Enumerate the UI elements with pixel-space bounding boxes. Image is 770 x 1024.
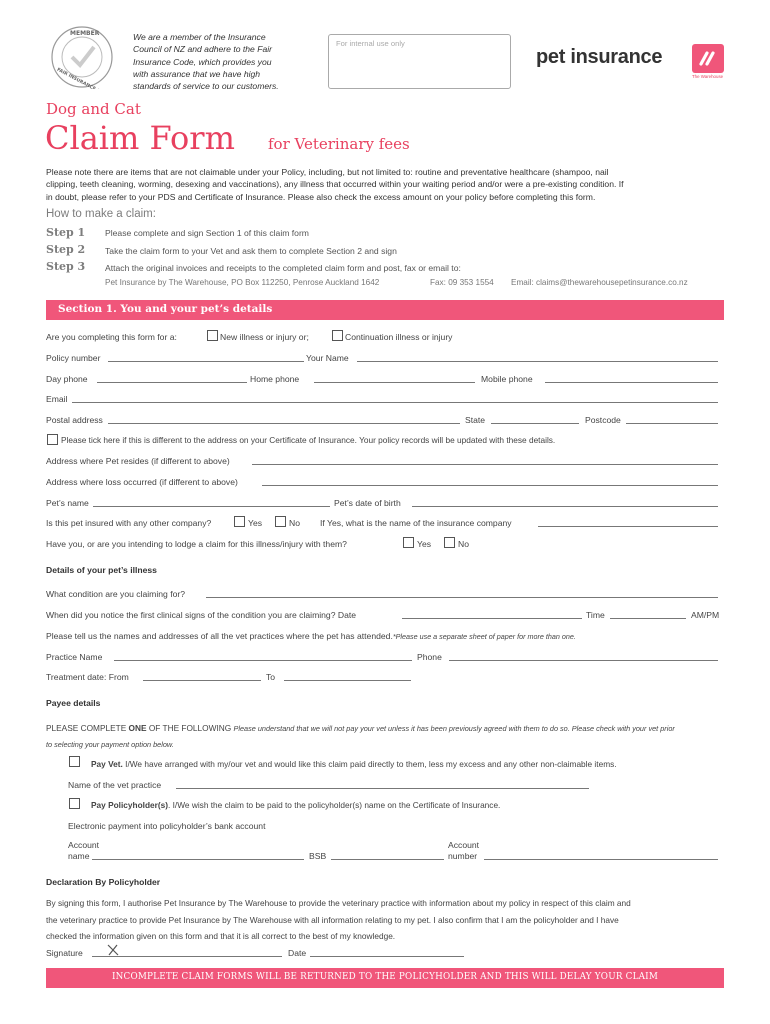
pay-vet-checkbox[interactable] — [69, 756, 80, 767]
intro-line: clipping, teeth cleaning, worming, desexing and vaccinations), any illness that occurred within your waiting period and/or were a pre-existing condition. If — [46, 179, 624, 190]
practice-name-field[interactable] — [114, 660, 412, 661]
declaration-heading: Declaration By Policyholder — [46, 877, 161, 887]
email-label: Email — [46, 394, 68, 404]
account-name-label-2: name — [68, 851, 90, 861]
vet-practice-name-label: Name of the vet practice — [68, 780, 162, 790]
time-field[interactable] — [610, 618, 686, 619]
postcode-label: Postcode — [585, 415, 621, 425]
address-different-label: Please tick here if this is different to the address on your Certificate of Insurance. Your policy records will be updated with these details. — [61, 435, 556, 445]
form-subtitle: Dog and Cat — [46, 100, 141, 118]
footer-banner-text: INCOMPLETE CLAIM FORMS WILL BE RETURNED TO THE POLICYHOLDER AND THIS WILL DELAY YOUR CLAIM — [111, 972, 659, 982]
postal-address-label: Postal address — [46, 415, 103, 425]
payee-note: Please understand that we will not pay your vet unless it has been previously agreed with them to do so. Please check with your vet prior — [233, 724, 675, 733]
policy-number-field[interactable] — [108, 361, 304, 362]
pet-resides-label: Address where Pet resides (if different to above) — [46, 456, 230, 466]
vet-practices-text: Please tell us the names and addresses of all the vet practices where the pet has attended. — [46, 631, 393, 641]
lodge-claim-yes-checkbox[interactable] — [403, 537, 414, 548]
payee-complete-one: ONE — [128, 723, 147, 733]
postcode-field[interactable] — [626, 423, 718, 424]
time-label: Time — [586, 610, 605, 620]
declaration-text — [46, 895, 631, 945]
pay-policyholder-text: . I/We wish the claim to be paid to the policyholder(s) name on the Certificate of Insurance. — [168, 800, 501, 810]
claim-fax: Fax: 09 353 1554 — [430, 278, 494, 287]
other-company-yes-checkbox[interactable] — [234, 516, 245, 527]
intro-paragraph — [46, 166, 730, 203]
treatment-to-label: To — [266, 672, 276, 682]
first-signs-label: When did you notice the first clinical signs of the condition you are claiming? Date — [46, 610, 357, 620]
claim-address: Pet Insurance by The Warehouse, PO Box 112250, Penrose Auckland 1642 — [105, 278, 380, 287]
account-number-label-1: Account — [448, 840, 480, 850]
internal-use-box[interactable] — [328, 34, 511, 89]
account-name-field[interactable] — [92, 859, 304, 860]
pet-resides-field[interactable] — [252, 464, 718, 465]
brand-name: pet insurance — [536, 46, 663, 68]
how-to-heading: How to make a claim: — [46, 208, 156, 220]
state-field[interactable] — [491, 423, 579, 424]
illness-heading: Details of your pet’s illness — [46, 565, 157, 575]
member-line: Council of NZ and adhere to the Fair — [133, 44, 273, 55]
signature-cross-icon — [106, 944, 120, 956]
postal-address-field[interactable] — [108, 423, 460, 424]
declaration-line: the veterinary practice to provide Pet Insurance by The Warehouse with all information relating to my pet. I also confirm that I am the policyholder and I have — [46, 914, 619, 925]
seal-code-text: FAIR INSURANCE CODE — [55, 67, 111, 89]
payee-instruction — [46, 723, 675, 734]
other-company-yes-label: Yes — [248, 518, 263, 528]
declaration-line: checked the information given on this form and that it is all correct to the best of my knowledge. — [46, 931, 396, 941]
account-name-label-1: Account — [68, 840, 100, 850]
account-number-field[interactable] — [484, 859, 718, 860]
pets-name-label: Pet’s name — [46, 498, 89, 508]
member-line: Insurance Code, which provides you — [133, 56, 272, 67]
step-2-text: Take the claim form to your Vet and ask them to complete Section 2 and sign — [105, 246, 397, 256]
other-company-label: Is this pet insured with any other company? — [46, 518, 212, 528]
intro-line: Please note there are items that are not claimable under your Policy, including, but not limited to: routine and preventative healthcare (shampoo, nail — [46, 167, 609, 177]
step-1-text: Please complete and sign Section 1 of this claim form — [105, 228, 309, 238]
mobile-phone-label: Mobile phone — [481, 374, 533, 384]
account-number-label-2: number — [448, 851, 478, 861]
separate-sheet-note: *Please use a separate sheet of paper for more than one. — [392, 632, 576, 641]
lodge-claim-label: Have you, or are you intending to lodge a claim for this illness/injury with them? — [46, 539, 347, 549]
your-name-label: Your Name — [306, 353, 349, 363]
treatment-from-label: Treatment date: From — [46, 672, 129, 682]
intro-line: in doubt, please refer to your PDS and Certificate of Insurance. Please also check the excess amount on your policy before completing this form. — [46, 191, 596, 202]
loss-occurred-field[interactable] — [262, 485, 718, 486]
payee-heading: Payee details — [46, 698, 101, 708]
pay-vet-row — [91, 759, 617, 770]
vet-practice-name-field[interactable] — [176, 788, 589, 789]
footer-banner — [46, 968, 724, 988]
treatment-from-field[interactable] — [143, 680, 261, 681]
treatment-to-field[interactable] — [284, 680, 411, 681]
practice-phone-label: Phone — [417, 652, 442, 662]
bsb-field[interactable] — [331, 859, 444, 860]
member-line: We are a member of the Insurance — [133, 32, 266, 42]
day-phone-field[interactable] — [97, 382, 247, 383]
internal-use-label: For internal use only — [336, 39, 405, 48]
home-phone-label: Home phone — [250, 374, 300, 384]
warehouse-logo-icon — [692, 44, 724, 73]
fair-insurance-seal-icon — [50, 25, 114, 89]
other-company-no-checkbox[interactable] — [275, 516, 286, 527]
payee-complete-suffix: OF THE FOLLOWING — [146, 723, 232, 733]
pay-vet-text: I/We have arranged with my/our vet and would like this claim paid directly to them, less my excess and any other non-claimable items. — [122, 759, 617, 769]
claim-email: Email: claims@thewarehousepetinsurance.co.nz — [511, 278, 688, 287]
signature-label: Signature — [46, 948, 83, 958]
continuation-label: Continuation illness or injury — [345, 332, 453, 342]
section-1-title: Section 1. You and your pet’s details — [58, 303, 273, 315]
declaration-date-label: Date — [288, 948, 307, 958]
seal-member-text: MEMBER — [70, 30, 100, 37]
member-statement — [133, 31, 323, 92]
step-2-label: Step 2 — [46, 243, 86, 256]
mobile-phone-field[interactable] — [545, 382, 718, 383]
state-label: State — [465, 415, 486, 425]
pay-vet-label: Pay Vet. — [91, 759, 123, 769]
day-phone-label: Day phone — [46, 374, 88, 384]
condition-label: What condition are you claiming for? — [46, 589, 186, 599]
declaration-line: By signing this form, I authorise Pet Insurance by The Warehouse to provide the veterinary practice with information about my policy in respect of this claim and — [46, 898, 631, 908]
address-different-checkbox[interactable] — [47, 434, 58, 445]
new-illness-label: New illness or injury or; — [220, 332, 309, 342]
practice-phone-field[interactable] — [449, 660, 718, 661]
brand-sub: The Warehouse — [692, 74, 724, 79]
step-1-label: Step 1 — [46, 226, 86, 239]
completing-for-label: Are you completing this form for a: — [46, 332, 177, 342]
home-phone-field[interactable] — [314, 382, 475, 383]
declaration-date-field[interactable] — [310, 956, 464, 957]
payee-note-2: to selecting your payment option below. — [46, 740, 174, 749]
new-illness-checkbox[interactable] — [207, 330, 218, 341]
pets-name-field[interactable] — [93, 506, 330, 507]
electronic-payment-label: Electronic payment into policyholder’s bank account — [68, 821, 266, 831]
lodge-claim-no-label: No — [458, 539, 469, 549]
form-title: Claim Form — [45, 119, 235, 157]
member-line: with assurance that we have high — [133, 68, 261, 79]
bsb-label: BSB — [309, 851, 327, 861]
pay-policyholder-checkbox[interactable] — [69, 798, 80, 809]
continuation-checkbox[interactable] — [332, 330, 343, 341]
form-title-for: for Veterinary fees — [268, 135, 410, 153]
practice-name-label: Practice Name — [46, 652, 103, 662]
pets-dob-field[interactable] — [412, 506, 718, 507]
vet-practices-label — [46, 631, 576, 642]
loss-occurred-label: Address where loss occurred (if different to above) — [46, 477, 238, 487]
other-company-no-label: No — [289, 518, 300, 528]
member-line: standards of service to our customers. — [133, 81, 279, 92]
policy-number-label: Policy number — [46, 353, 101, 363]
insurance-company-field[interactable] — [538, 526, 718, 527]
pay-policyholder-label: Pay Policyholder(s) — [91, 800, 169, 810]
payee-complete-prefix: PLEASE COMPLETE — [46, 723, 129, 733]
first-signs-date-field[interactable] — [402, 618, 582, 619]
your-name-field[interactable] — [357, 361, 718, 362]
lodge-claim-no-checkbox[interactable] — [444, 537, 455, 548]
step-3-label: Step 3 — [46, 260, 86, 273]
pay-policyholder-row — [91, 800, 500, 811]
section-1-bar — [46, 300, 724, 320]
condition-field[interactable] — [206, 597, 718, 598]
signature-field[interactable] — [92, 956, 282, 957]
ampm-label: AM/PM — [691, 610, 720, 620]
pets-dob-label: Pet’s date of birth — [334, 498, 401, 508]
if-yes-label: If Yes, what is the name of the insurance company — [320, 518, 512, 528]
step-3-text: Attach the original invoices and receipts to the completed claim form and post, fax or email to: — [105, 263, 461, 273]
email-field[interactable] — [72, 402, 718, 403]
lodge-claim-yes-label: Yes — [417, 539, 432, 549]
